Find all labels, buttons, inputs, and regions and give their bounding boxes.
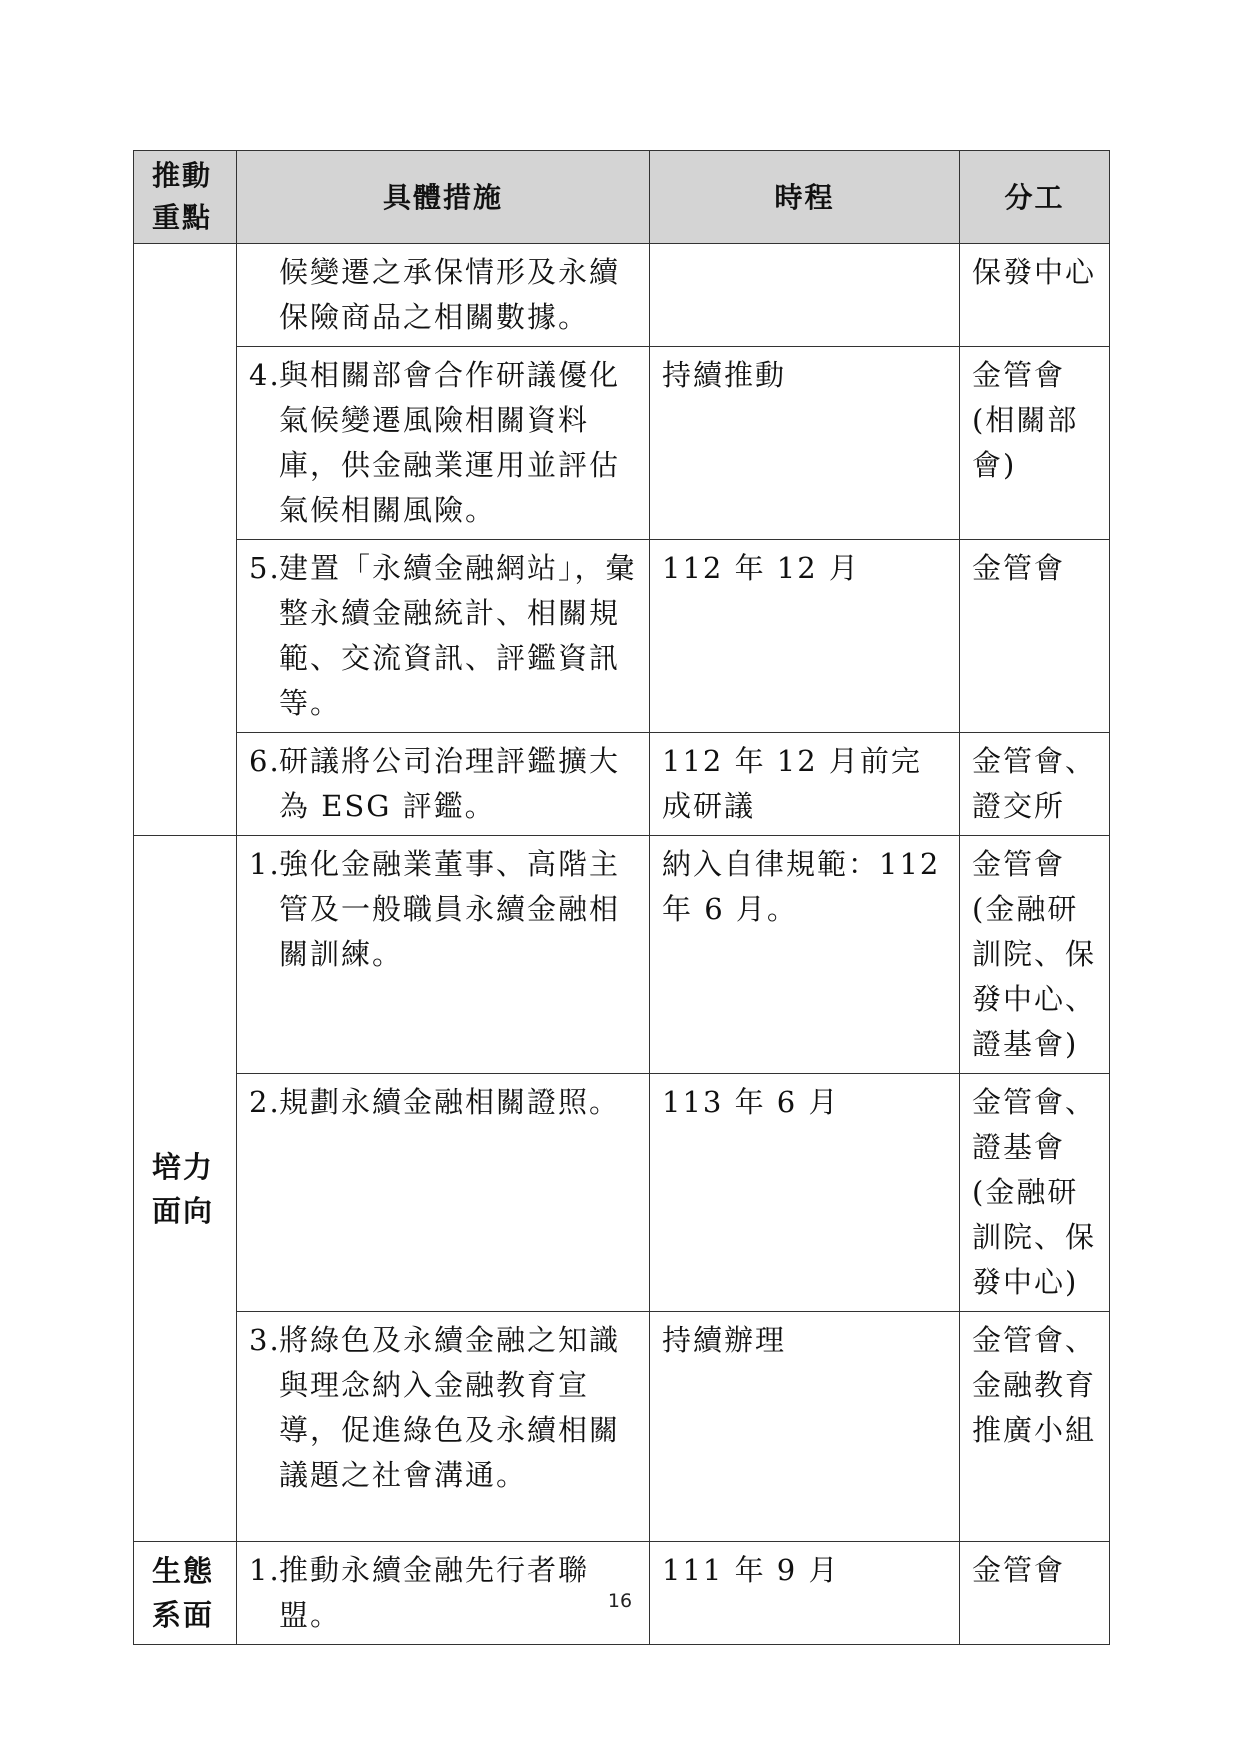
division-cell: 金管會、金融教育推廣小組	[960, 1312, 1110, 1542]
measure-number: 1.	[249, 847, 281, 881]
measure-text: 候變遷之承保情形及永續保險商品之相關數據。	[279, 255, 621, 334]
schedule-cell: 112 年 12 月前完成研議	[650, 733, 960, 836]
division-cell: 金管會(金融研訓院、保發中心、證基會)	[960, 836, 1110, 1074]
schedule-cell	[650, 244, 960, 347]
schedule-cell: 111 年 9 月	[650, 1542, 960, 1645]
division-cell: 保發中心	[960, 244, 1110, 347]
division-cell: 金管會、證交所	[960, 733, 1110, 836]
table-row	[134, 1312, 1110, 1542]
measure-cell	[237, 244, 650, 347]
table-row	[134, 244, 1110, 347]
measures-table-container	[133, 150, 1109, 1645]
measure-text: 推動永續金融先行者聯盟。	[279, 1553, 590, 1632]
measure-cell	[237, 836, 650, 1074]
measure-number: 6.	[249, 744, 281, 778]
measure-text: 規劃永續金融相關證照。	[279, 1085, 621, 1119]
measure-cell	[237, 1074, 650, 1312]
measure-text: 研議將公司治理評鑑擴大為 ESG 評鑑。	[279, 744, 621, 823]
measures-table	[133, 150, 1110, 1645]
header-division: 分工	[960, 151, 1110, 244]
measure-number: 1.	[249, 1553, 281, 1587]
division-cell: 金管會	[960, 1542, 1110, 1645]
measure-cell	[237, 1312, 650, 1542]
header-schedule: 時程	[650, 151, 960, 244]
measure-text: 將綠色及永續金融之知識與理念納入金融教育宣導，促進綠色及永續相關議題之社會溝通。	[279, 1323, 621, 1492]
table-row	[134, 1074, 1110, 1312]
measure-number: 4.	[249, 358, 281, 392]
key-point-ecosystem: 生態 系面	[134, 1542, 237, 1645]
page-number: 16	[607, 1590, 633, 1612]
schedule-cell: 持續辦理	[650, 1312, 960, 1542]
header-measures: 具體措施	[237, 151, 650, 244]
key-point-cell-previous	[134, 244, 237, 836]
measure-cell	[237, 347, 650, 540]
measure-cell	[237, 540, 650, 733]
schedule-cell: 112 年 12 月	[650, 540, 960, 733]
measure-cell	[237, 733, 650, 836]
division-cell: 金管會	[960, 540, 1110, 733]
table-row	[134, 540, 1110, 733]
measure-number	[249, 250, 279, 340]
table-row	[134, 733, 1110, 836]
measure-text: 與相關部會合作研議優化氣候變遷風險相關資料庫，供金融業運用並評估氣候相關風險。	[279, 358, 621, 527]
table-row	[134, 836, 1110, 1074]
measure-text: 建置「永續金融網站」，彙整永續金融統計、相關規範、交流資訊、評鑑資訊等。	[279, 551, 637, 720]
measure-number: 3.	[249, 1323, 281, 1357]
schedule-cell: 113 年 6 月	[650, 1074, 960, 1312]
key-point-training: 培力 面向	[134, 836, 237, 1542]
schedule-cell: 納入自律規範：112 年 6 月。	[650, 836, 960, 1074]
measure-number: 5.	[249, 551, 281, 585]
division-cell: 金管會、證基會(金融研訓院、保發中心)	[960, 1074, 1110, 1312]
division-cell: 金管會(相關部會)	[960, 347, 1110, 540]
measure-text: 強化金融業董事、高階主管及一般職員永續金融相關訓練。	[279, 847, 621, 971]
table-header-row	[134, 151, 1110, 244]
measure-number: 2.	[249, 1085, 281, 1119]
schedule-cell: 持續推動	[650, 347, 960, 540]
table-row	[134, 347, 1110, 540]
header-key-point: 推動 重點	[134, 151, 237, 244]
